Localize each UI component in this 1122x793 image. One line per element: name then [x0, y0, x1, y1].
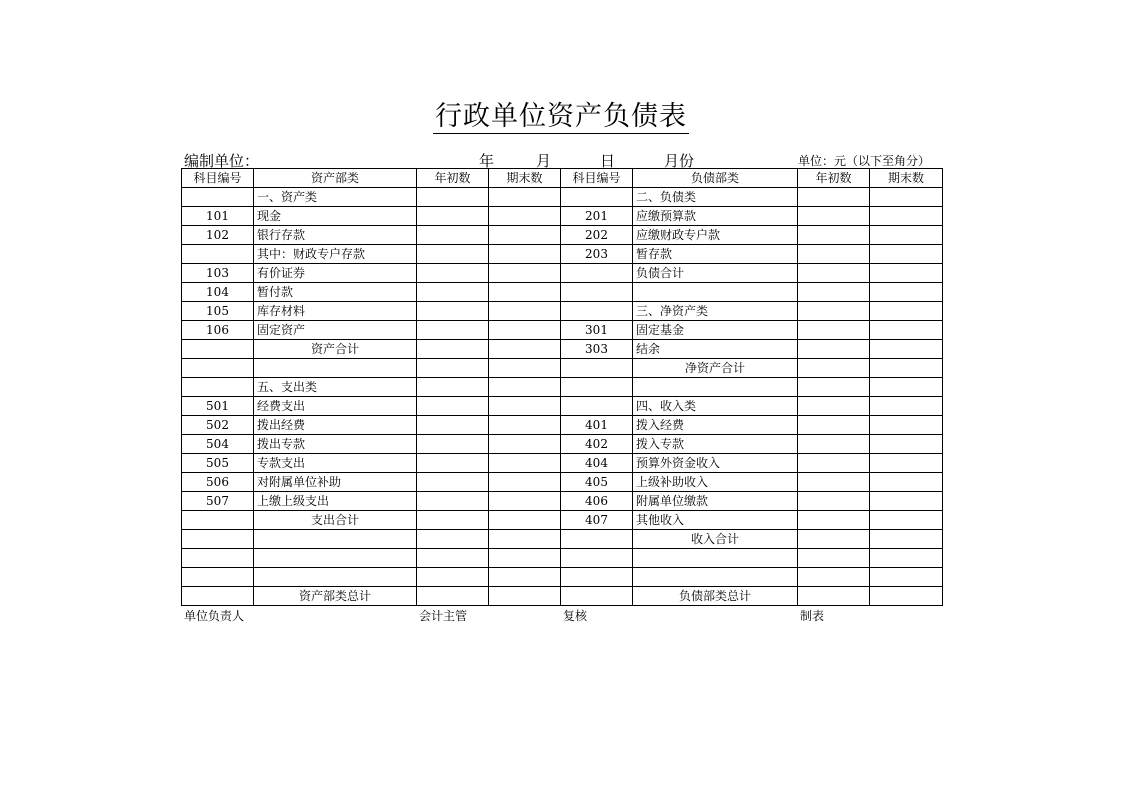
- liability-begin-cell: [798, 226, 870, 245]
- table-row: [182, 226, 943, 245]
- liability-code-cell: 301: [561, 321, 633, 340]
- asset-begin-cell: [417, 283, 489, 302]
- table-row: [182, 416, 943, 435]
- asset-begin-cell: [417, 359, 489, 378]
- liability-end-cell: [870, 283, 943, 302]
- liability-begin-cell: [798, 321, 870, 340]
- asset-end-cell: [489, 587, 561, 606]
- asset-end-cell: [489, 283, 561, 302]
- liability-name-cell: 四、收入类: [633, 397, 798, 416]
- liability-begin-cell: [798, 492, 870, 511]
- asset-code-cell: 507: [182, 492, 254, 511]
- liability-end-cell: [870, 340, 943, 359]
- liability-begin-cell: [798, 568, 870, 587]
- table-row: [182, 321, 943, 340]
- asset-begin-cell: [417, 416, 489, 435]
- footer-review: 复核: [563, 609, 588, 623]
- asset-end-cell: [489, 416, 561, 435]
- asset-end-cell: [489, 188, 561, 207]
- asset-end-cell: [489, 568, 561, 587]
- liability-begin-cell: [798, 359, 870, 378]
- table-row: [182, 454, 943, 473]
- table-row: [182, 492, 943, 511]
- liability-end-cell: [870, 492, 943, 511]
- asset-end-cell: [489, 264, 561, 283]
- asset-code-cell: 105: [182, 302, 254, 321]
- liability-begin-cell: [798, 245, 870, 264]
- asset-code-cell: 101: [182, 207, 254, 226]
- asset-code-cell: 504: [182, 435, 254, 454]
- asset-end-cell: [489, 245, 561, 264]
- asset-end-cell: [489, 226, 561, 245]
- liability-name-cell: 固定基金: [633, 321, 798, 340]
- asset-name-cell: 专款支出: [254, 454, 417, 473]
- asset-code-cell: 505: [182, 454, 254, 473]
- asset-name-cell: [254, 568, 417, 587]
- liability-name-cell: 拨入专款: [633, 435, 798, 454]
- table-row: [182, 340, 943, 359]
- liability-code-cell: 402: [561, 435, 633, 454]
- asset-name-cell: 其中：财政专户存款: [254, 245, 417, 264]
- liability-end-cell: [870, 264, 943, 283]
- liability-code-cell: [561, 549, 633, 568]
- liability-name-cell: 暂存款: [633, 245, 798, 264]
- liability-begin-cell: [798, 188, 870, 207]
- asset-end-cell: [489, 549, 561, 568]
- table-row: [182, 283, 943, 302]
- liability-code-cell: [561, 397, 633, 416]
- asset-code-cell: 502: [182, 416, 254, 435]
- asset-end-cell: [489, 511, 561, 530]
- col-header-begin: 年初数: [417, 169, 489, 188]
- asset-begin-cell: [417, 492, 489, 511]
- org-label: 编制单位：: [184, 152, 260, 170]
- liability-name-cell: 负债部类总计: [633, 587, 798, 606]
- asset-name-cell: 资产部类总计: [254, 587, 417, 606]
- liability-name-cell: 拨入经费: [633, 416, 798, 435]
- asset-begin-cell: [417, 321, 489, 340]
- liability-code-cell: [561, 283, 633, 302]
- asset-name-cell: 银行存款: [254, 226, 417, 245]
- liability-name-cell: [633, 549, 798, 568]
- liability-begin-cell: [798, 397, 870, 416]
- asset-name-cell: 资产合计: [254, 340, 417, 359]
- liability-begin-cell: [798, 283, 870, 302]
- liability-code-cell: [561, 264, 633, 283]
- asset-end-cell: [489, 340, 561, 359]
- liability-end-cell: [870, 226, 943, 245]
- asset-name-cell: 上缴上级支出: [254, 492, 417, 511]
- asset-code-cell: [182, 245, 254, 264]
- asset-end-cell: [489, 492, 561, 511]
- liability-end-cell: [870, 549, 943, 568]
- asset-begin-cell: [417, 207, 489, 226]
- col-header-liabilities: 负债部类: [633, 169, 798, 188]
- liability-end-cell: [870, 511, 943, 530]
- asset-name-cell: 库存材料: [254, 302, 417, 321]
- asset-begin-cell: [417, 302, 489, 321]
- asset-begin-cell: [417, 473, 489, 492]
- liability-name-cell: 预算外资金收入: [633, 454, 798, 473]
- unit-label: 单位：元（以下至角分）: [798, 154, 931, 168]
- table-row: [182, 473, 943, 492]
- asset-begin-cell: [417, 245, 489, 264]
- asset-name-cell: 有价证券: [254, 264, 417, 283]
- asset-end-cell: [489, 378, 561, 397]
- month-label: 月: [536, 152, 552, 170]
- liability-begin-cell: [798, 530, 870, 549]
- asset-code-cell: [182, 587, 254, 606]
- liability-code-cell: [561, 302, 633, 321]
- asset-name-cell: 拨出专款: [254, 435, 417, 454]
- liability-end-cell: [870, 454, 943, 473]
- liability-code-cell: [561, 568, 633, 587]
- asset-end-cell: [489, 359, 561, 378]
- liability-end-cell: [870, 530, 943, 549]
- asset-name-cell: 固定资产: [254, 321, 417, 340]
- asset-name-cell: 一、资产类: [254, 188, 417, 207]
- asset-name-cell: 暂付款: [254, 283, 417, 302]
- liability-begin-cell: [798, 587, 870, 606]
- liability-end-cell: [870, 568, 943, 587]
- asset-code-cell: 501: [182, 397, 254, 416]
- asset-begin-cell: [417, 378, 489, 397]
- table-row: [182, 188, 943, 207]
- liability-begin-cell: [798, 264, 870, 283]
- asset-end-cell: [489, 207, 561, 226]
- table-row: [182, 397, 943, 416]
- table-row: [182, 207, 943, 226]
- balance-sheet-table: [181, 168, 943, 606]
- col-header-begin-right: 年初数: [798, 169, 870, 188]
- col-header-code: 科目编号: [182, 169, 254, 188]
- asset-code-cell: [182, 511, 254, 530]
- liability-code-cell: [561, 530, 633, 549]
- liability-end-cell: [870, 473, 943, 492]
- liability-end-cell: [870, 321, 943, 340]
- table-row: [182, 378, 943, 397]
- asset-code-cell: [182, 378, 254, 397]
- liability-name-cell: 二、负债类: [633, 188, 798, 207]
- liability-begin-cell: [798, 454, 870, 473]
- liability-end-cell: [870, 587, 943, 606]
- asset-name-cell: 现金: [254, 207, 417, 226]
- liability-name-cell: 应缴预算款: [633, 207, 798, 226]
- asset-begin-cell: [417, 511, 489, 530]
- asset-name-cell: 拨出经费: [254, 416, 417, 435]
- asset-begin-cell: [417, 587, 489, 606]
- footer-head: 单位负责人: [184, 609, 245, 623]
- liability-name-cell: 净资产合计: [633, 359, 798, 378]
- asset-code-cell: 106: [182, 321, 254, 340]
- liability-code-cell: [561, 359, 633, 378]
- liability-begin-cell: [798, 378, 870, 397]
- table-row: [182, 568, 943, 587]
- asset-end-cell: [489, 321, 561, 340]
- asset-name-cell: 经费支出: [254, 397, 417, 416]
- liability-name-cell: 其他收入: [633, 511, 798, 530]
- asset-end-cell: [489, 454, 561, 473]
- asset-code-cell: [182, 188, 254, 207]
- asset-begin-cell: [417, 264, 489, 283]
- asset-name-cell: [254, 359, 417, 378]
- liability-end-cell: [870, 397, 943, 416]
- asset-code-cell: [182, 359, 254, 378]
- asset-begin-cell: [417, 188, 489, 207]
- asset-begin-cell: [417, 226, 489, 245]
- asset-end-cell: [489, 435, 561, 454]
- day-label: 日: [600, 152, 616, 170]
- liability-begin-cell: [798, 549, 870, 568]
- liability-end-cell: [870, 302, 943, 321]
- table-row: [182, 435, 943, 454]
- liability-name-cell: 上级补助收入: [633, 473, 798, 492]
- liability-end-cell: [870, 245, 943, 264]
- title-text: 行政单位资产负债表: [435, 101, 687, 132]
- year-label: 年: [479, 152, 495, 170]
- asset-begin-cell: [417, 568, 489, 587]
- table-row: [182, 549, 943, 568]
- liability-code-cell: 406: [561, 492, 633, 511]
- asset-code-cell: [182, 549, 254, 568]
- liability-begin-cell: [798, 511, 870, 530]
- table-row: [182, 264, 943, 283]
- liability-end-cell: [870, 416, 943, 435]
- liability-end-cell: [870, 435, 943, 454]
- table-row: [182, 530, 943, 549]
- asset-name-cell: 五、支出类: [254, 378, 417, 397]
- liability-begin-cell: [798, 473, 870, 492]
- asset-code-cell: [182, 340, 254, 359]
- table-row: [182, 302, 943, 321]
- table-row: [182, 587, 943, 606]
- liability-end-cell: [870, 359, 943, 378]
- asset-code-cell: 103: [182, 264, 254, 283]
- liability-name-cell: [633, 378, 798, 397]
- asset-begin-cell: [417, 397, 489, 416]
- col-header-code-right: 科目编号: [561, 169, 633, 188]
- liability-code-cell: 405: [561, 473, 633, 492]
- liability-begin-cell: [798, 435, 870, 454]
- liability-name-cell: [633, 283, 798, 302]
- liability-name-cell: 三、净资产类: [633, 302, 798, 321]
- asset-name-cell: [254, 530, 417, 549]
- col-header-end: 期末数: [489, 169, 561, 188]
- liability-code-cell: 404: [561, 454, 633, 473]
- asset-begin-cell: [417, 549, 489, 568]
- liability-end-cell: [870, 188, 943, 207]
- asset-end-cell: [489, 530, 561, 549]
- liability-name-cell: 附属单位缴款: [633, 492, 798, 511]
- document-title: [0, 94, 1122, 133]
- liability-code-cell: [561, 587, 633, 606]
- liability-code-cell: 201: [561, 207, 633, 226]
- liability-code-cell: 303: [561, 340, 633, 359]
- asset-code-cell: [182, 530, 254, 549]
- asset-code-cell: 102: [182, 226, 254, 245]
- liability-name-cell: 收入合计: [633, 530, 798, 549]
- asset-begin-cell: [417, 454, 489, 473]
- month-period-label: 月份: [664, 152, 695, 170]
- table-row: [182, 359, 943, 378]
- asset-end-cell: [489, 473, 561, 492]
- col-header-end-right: 期末数: [870, 169, 943, 188]
- col-header-assets: 资产部类: [254, 169, 417, 188]
- asset-name-cell: 支出合计: [254, 511, 417, 530]
- asset-begin-cell: [417, 435, 489, 454]
- footer-preparer: 制表: [800, 609, 825, 623]
- asset-begin-cell: [417, 340, 489, 359]
- asset-end-cell: [489, 397, 561, 416]
- liability-end-cell: [870, 378, 943, 397]
- liability-begin-cell: [798, 302, 870, 321]
- liability-code-cell: [561, 188, 633, 207]
- asset-code-cell: [182, 568, 254, 587]
- asset-begin-cell: [417, 530, 489, 549]
- asset-name-cell: [254, 549, 417, 568]
- liability-end-cell: [870, 207, 943, 226]
- liability-begin-cell: [798, 416, 870, 435]
- liability-code-cell: 401: [561, 416, 633, 435]
- liability-name-cell: 负债合计: [633, 264, 798, 283]
- liability-code-cell: 203: [561, 245, 633, 264]
- header-row: [182, 169, 943, 188]
- asset-code-cell: 506: [182, 473, 254, 492]
- asset-name-cell: 对附属单位补助: [254, 473, 417, 492]
- liability-begin-cell: [798, 340, 870, 359]
- liability-begin-cell: [798, 207, 870, 226]
- table-row: [182, 245, 943, 264]
- asset-code-cell: 104: [182, 283, 254, 302]
- liability-name-cell: 结余: [633, 340, 798, 359]
- liability-code-cell: [561, 378, 633, 397]
- liability-name-cell: 应缴财政专户款: [633, 226, 798, 245]
- asset-end-cell: [489, 302, 561, 321]
- liability-code-cell: 202: [561, 226, 633, 245]
- liability-name-cell: [633, 568, 798, 587]
- liability-code-cell: 407: [561, 511, 633, 530]
- table-row: [182, 511, 943, 530]
- footer-accounting: 会计主管: [419, 609, 468, 623]
